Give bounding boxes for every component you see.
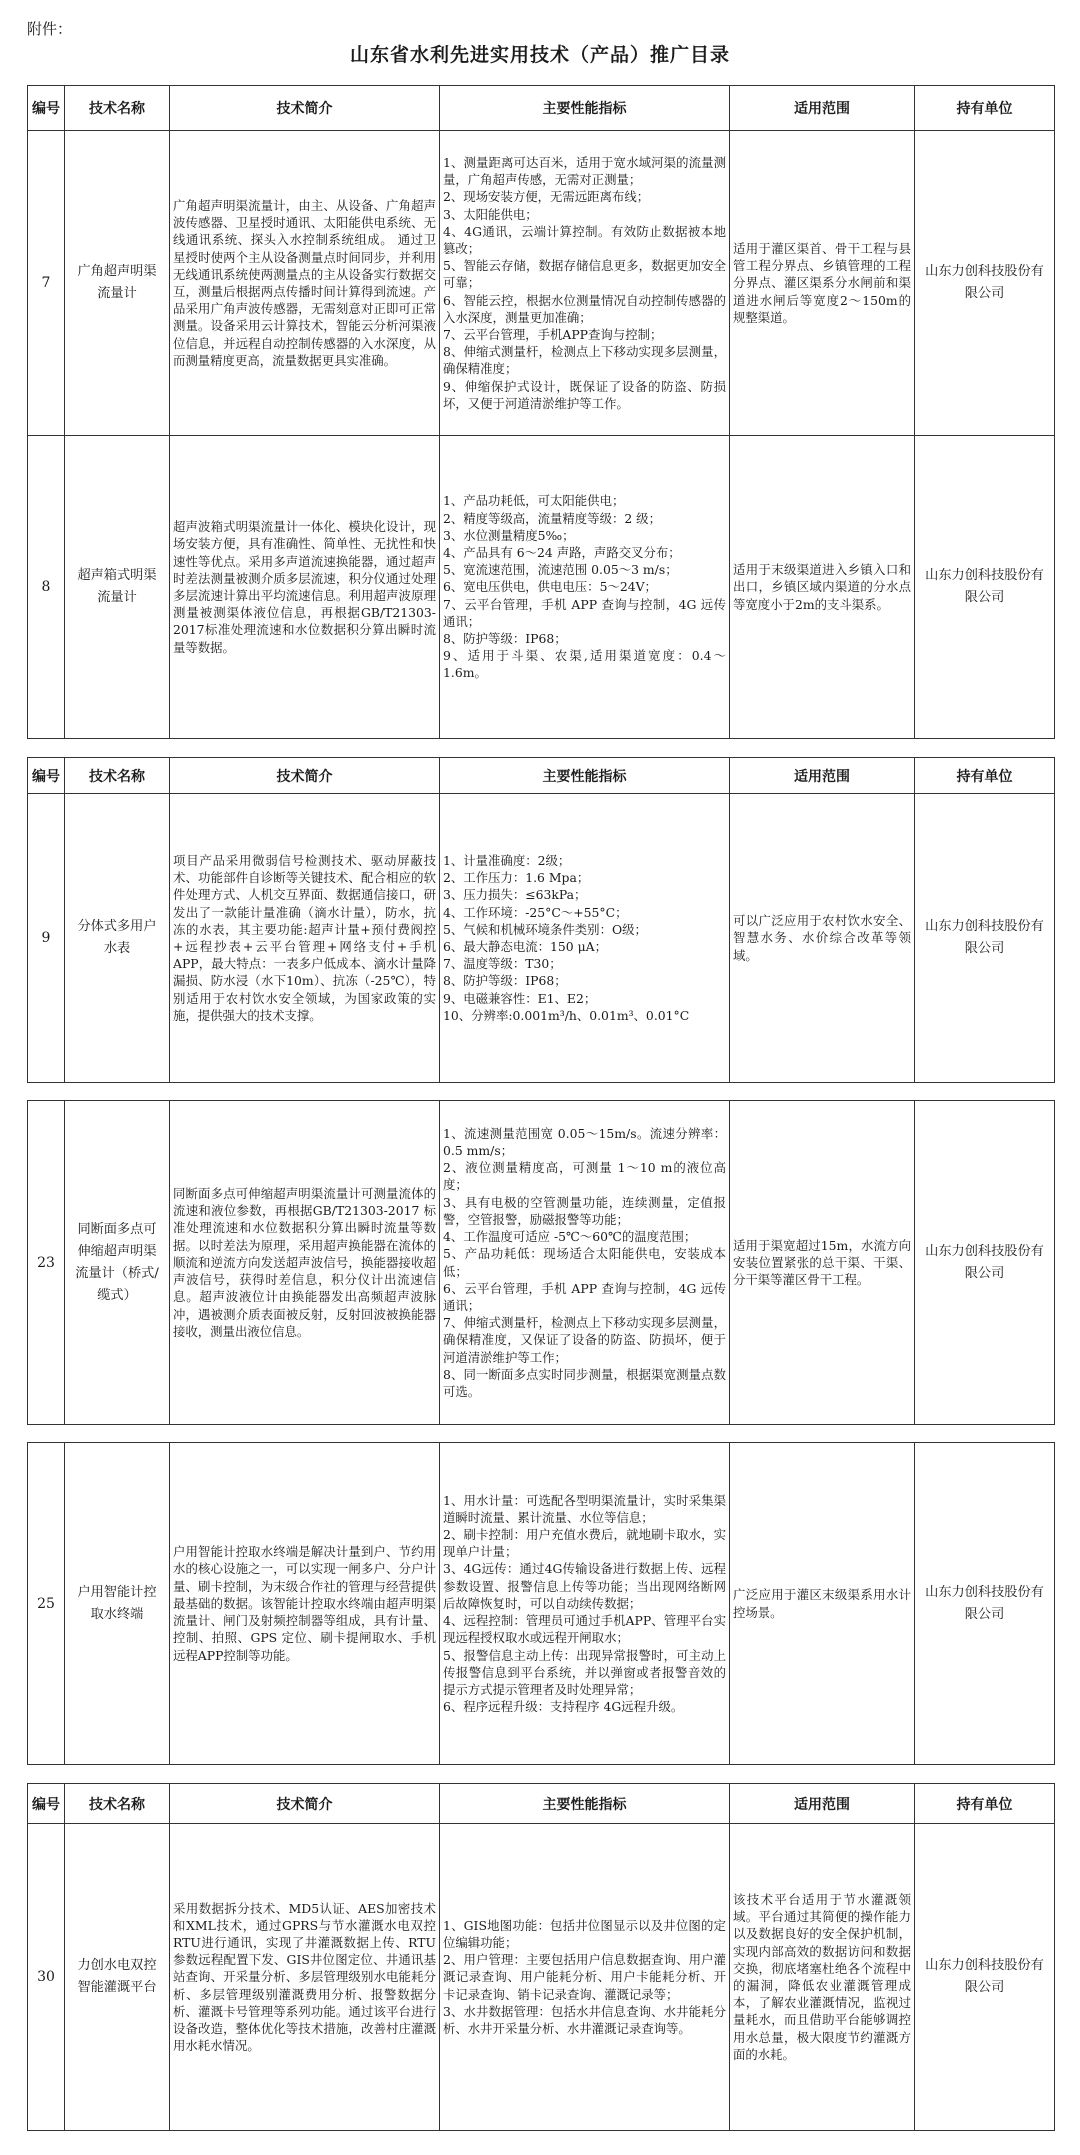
row-metrics — [440, 1101, 730, 1425]
row-name: 分体式多用户水表 — [65, 794, 170, 1083]
metric-item: 7、云平台管理，手机APP查询与控制； — [443, 327, 663, 342]
row-name: 广角超声明渠流量计 — [65, 131, 170, 436]
metric-item: 10、分辨率:0.001m³/h、0.01m³、0.01°C — [443, 1007, 690, 1023]
metric-item: 4、远程控制：管理员可通过手机APP、管理平台实现远程授权取水或远程开闸取水； — [443, 1613, 726, 1646]
row-metrics — [440, 1824, 730, 2131]
table-section-3 — [27, 1100, 1054, 1425]
row-metrics — [440, 794, 730, 1083]
metric-item: 8、防护等级：IP68； — [443, 973, 567, 989]
metric-item: 2、现场安装方便，无需远距离布线； — [443, 189, 650, 205]
table-row — [28, 1101, 1055, 1425]
table-row — [28, 131, 1055, 436]
row-name: 超声箱式明渠流量计 — [65, 436, 170, 739]
metric-item: 5、气候和机械环境条件类别：O级； — [443, 921, 647, 937]
metric-item: 5、产品功耗低：现场适合太阳能供电，安装成本低； — [443, 1246, 726, 1279]
row-name: 同断面多点可伸缩超声明渠流量计（桥式/缆式） — [65, 1101, 170, 1425]
metric-item: 6、智能云控，根据水位测量情况自动控制传感器的入水深度，测量更加准确； — [443, 292, 726, 325]
metric-item: 5、宽流速范围，流速范围 0.05～3 m/s； — [443, 562, 678, 578]
table-section-2 — [27, 757, 1054, 1083]
row-scope: 适用于渠宽超过15m，水流方向安装位置紧张的总干渠、干渠、分干渠等灌区骨干工程。 — [730, 1101, 915, 1425]
header-name: 技术名称 — [65, 86, 170, 131]
metric-item: 4、产品具有 6～24 声路，声路交叉分布； — [443, 544, 681, 560]
header-intro: 技术简介 — [170, 758, 440, 794]
table-row — [28, 436, 1055, 739]
row-scope: 适用于末级渠道进入乡镇入口和出口，乡镇区域内渠道的分水点等宽度小于2m的支斗渠系。 — [730, 436, 915, 739]
row-scope: 该技术平台适用于节水灌溉领域。平台通过其简便的操作能力以及数据良好的安全保护机制，实现内部高效的数据访问和数据交换，彻底堵塞杜绝各个流程中的漏洞，降低农业灌溉管理成本，了解农业灌溉情况，监视过量耗水，而且借助平台能够调控用水总量，极大限度节约灌溉方面的水耗。 — [730, 1824, 915, 2131]
table-section-4 — [27, 1442, 1054, 1765]
metric-item: 2、液位测量精度高，可测量 1～10 m的液位高度； — [443, 1160, 726, 1193]
metric-item: 1、用水计量：可选配各型明渠流量计，实时采集渠道瞬时流量、累计流量、水位等信息； — [443, 1492, 726, 1525]
metric-item: 7、云平台管理，手机 APP 查询与控制，4G 远传通讯； — [443, 596, 726, 629]
table-row — [28, 1443, 1055, 1765]
metric-item: 5、报警信息主动上传：出现异常报警时，可主动上传报警信息到平台系统，并以弹窗或者报警音效的提示方式提示管理者及时处理异常； — [443, 1647, 726, 1697]
header-holder: 持有单位 — [915, 86, 1055, 131]
header-num: 编号 — [28, 86, 65, 131]
row-metrics — [440, 131, 730, 436]
metric-item: 3、压力损失：≤63kPa； — [443, 887, 587, 903]
row-num: 30 — [28, 1824, 65, 2131]
header-row — [28, 758, 1055, 794]
metric-item: 2、工作压力：1.6 Mpa； — [443, 870, 590, 886]
row-num: 9 — [28, 794, 65, 1083]
metric-item: 8、伸缩式测量杆，检测点上下移动实现多层测量，确保精准度； — [443, 344, 726, 377]
row-holder: 山东力创科技股份有限公司 — [915, 1101, 1055, 1425]
metric-item: 1、流速测量范围宽 0.05～15m/s。流速分辨率：0.5 mm/s； — [443, 1125, 726, 1159]
metric-item: 5、智能云存储，数据存储信息更多，数据更加安全可靠； — [443, 258, 726, 291]
metric-item: 9、适用于斗渠、农渠,适用渠道宽度：0.4～1.6m。 — [443, 648, 726, 681]
row-scope: 广泛应用于灌区末级渠系用水计控场景。 — [730, 1443, 915, 1765]
header-num: 编号 — [28, 1784, 65, 1824]
row-name: 力创水电双控智能灌溉平台 — [65, 1824, 170, 2131]
metric-item: 3、水井数据管理：包括水井信息查询、水井能耗分析、水井开采量分析、水井灌溉记录查询等。 — [443, 2003, 726, 2036]
metric-item: 1、产品功耗低，可太阳能供电； — [443, 493, 625, 509]
metric-item: 7、温度等级：T30； — [443, 956, 562, 972]
row-name: 户用智能计控取水终端 — [65, 1443, 170, 1765]
header-intro: 技术简介 — [170, 1784, 440, 1824]
header-scope: 适用范围 — [730, 86, 915, 131]
row-intro: 采用数据拆分技术、MD5认证、AES加密技术和XML技术，通过GPRS与节水灌溉水电双控RTU进行通讯，实现了井灌溉数据上传、RTU参数远程配置下发、GIS井位图定位、井通讯基站查询、开采量分析、多层管理级别水电能耗分析、多层管理级别灌溉费用分析、报警数据分析、灌溉卡号管理等系列功能。通过该平台进行设备改造，整体优化等技术措施，改善村庄灌溉用水耗水情况。 — [170, 1824, 440, 2131]
metric-item: 6、最大静态电流：150 μA； — [443, 939, 607, 954]
metric-item: 4、4G通讯，云端计算控制。有效防止数据被本地篡改； — [443, 223, 726, 256]
metric-item: 6、云平台管理，手机 APP 查询与控制，4G 远传通讯； — [443, 1280, 726, 1313]
metric-item: 2、刷卡控制：用户充值水费后，就地刷卡取水，实现单户计量； — [443, 1527, 726, 1560]
header-metrics: 主要性能指标 — [440, 86, 730, 131]
metric-item: 1、测量距离可达百米，适用于宽水域河渠的流量测量，广角超声传感，无需对正测量； — [443, 154, 726, 188]
row-intro: 户用智能计控取水终端是解决计量到户、节约用水的核心设施之一，可以实现一闸多户、分户计量、刷卡控制，为末级合作社的管理与经营提供最基础的数据。该智能计控取水终端由超声明渠流量计、闸门及射频控制器等组成，具有计量、控制、拍照、GPS 定位、刷卡提闸取水、手机远程APP控制等功能。 — [170, 1443, 440, 1765]
row-scope: 适用于灌区渠首、骨干工程与县管工程分界点、乡镇管理的工程分界点、灌区渠系分水闸前和渠道进水闸后等宽度2～150m的规整渠道。 — [730, 131, 915, 436]
metric-item: 9、电磁兼容性：E1、E2； — [443, 990, 597, 1006]
row-intro: 超声波箱式明渠流量计一体化、模块化设计，现场安装方便，具有准确性、简单性、无扰性和快速性等优点。采用多声道流速换能器，通过超声时差法测量被测介质多层流速，积分仪通过处理多层流速计算出平均流速信息。利用超声波原理测量被测渠体液位信息，再根据GB/T21303-2017标准处理流速和水位数据积分算出瞬时流量等数据。 — [170, 436, 440, 739]
row-num: 8 — [28, 436, 65, 739]
row-metrics — [440, 436, 730, 739]
metric-item: 2、用户管理：主要包括用户信息数据查询、用户灌溉记录查询、用户能耗分析、用户卡能耗分析、开卡记录查询、销卡记录查询、灌溉记录等； — [443, 1952, 726, 2002]
attachment-label: 附件： — [27, 20, 73, 38]
header-row — [28, 86, 1055, 131]
metric-item: 7、伸缩式测量杆，检测点上下移动实现多层测量，确保精准度，又保证了设备的防盗、防损坏，便于河道清淤维护等工作； — [443, 1315, 726, 1365]
row-holder: 山东力创科技股份有限公司 — [915, 1824, 1055, 2131]
header-name: 技术名称 — [65, 758, 170, 794]
header-row — [28, 1784, 1055, 1824]
row-num: 25 — [28, 1443, 65, 1765]
metric-item: 3、4G远传：通过4G传输设备进行数据上传、远程参数设置、报警信息上传等功能；当出现网络断网后故障恢复时，可以自动续传数据； — [443, 1561, 726, 1611]
metric-item: 2、精度等级高，流量精度等级：2 级； — [443, 510, 661, 526]
row-scope: 可以广泛应用于农村饮水安全、智慧水务、水价综合改革等领域。 — [730, 794, 915, 1083]
metric-item: 1、GIS地图功能：包括井位图显示以及井位图的定位编辑功能； — [443, 1917, 726, 1950]
header-scope: 适用范围 — [730, 758, 915, 794]
metric-item: 6、宽电压供电，供电电压：5～24V； — [443, 579, 657, 595]
metric-item: 6、程序远程升级：支持程序 4G远程升级。 — [443, 1699, 684, 1715]
row-holder: 山东力创科技股份有限公司 — [915, 794, 1055, 1083]
row-num: 23 — [28, 1101, 65, 1425]
metric-item: 3、太阳能供电； — [443, 206, 538, 222]
header-metrics: 主要性能指标 — [440, 1784, 730, 1824]
row-num: 7 — [28, 131, 65, 436]
row-holder: 山东力创科技股份有限公司 — [915, 436, 1055, 739]
header-scope: 适用范围 — [730, 1784, 915, 1824]
row-intro: 同断面多点可伸缩超声明渠流量计可测量流体的流速和液位参数，再根据GB/T21303-2017 标准处理流速和水位数据积分算出瞬时流量等数据。以时差法为原理，采用超声换能器在流体的顺流和逆流方向发送超声波信号，换能器接收超声波信号，获得时差信息，积分仪计出流速信息。超声波液位计由换能器发出高频超声波脉冲，遇被测介质表面被反射，反射回波被换能器接收，测量出液位信息。 — [170, 1101, 440, 1425]
header-num: 编号 — [28, 758, 65, 794]
header-holder: 持有单位 — [915, 758, 1055, 794]
metric-item: 3、具有电极的空管测量功能，连续测量，定值报警，空管报警，励磁报警等功能； — [443, 1194, 726, 1227]
header-metrics: 主要性能指标 — [440, 758, 730, 794]
header-holder: 持有单位 — [915, 1784, 1055, 1824]
table-row — [28, 794, 1055, 1083]
metric-item: 4、工作温度可适应 -5℃～60℃的温度范围； — [443, 1229, 697, 1245]
metric-item: 9、伸缩保护式设计，既保证了设备的防盗、防损坏，又便于河道清淤维护等工作。 — [443, 378, 726, 411]
table-row — [28, 1824, 1055, 2131]
metric-item: 8、同一断面多点实时同步测量，根据渠宽测量点数可选。 — [443, 1366, 726, 1399]
metric-item: 8、防护等级：IP68； — [443, 631, 567, 646]
header-intro: 技术简介 — [170, 86, 440, 131]
row-metrics — [440, 1443, 730, 1765]
row-holder: 山东力创科技股份有限公司 — [915, 1443, 1055, 1765]
metric-item: 4、工作环境：-25°C～+55°C； — [443, 904, 628, 920]
row-holder: 山东力创科技股份有限公司 — [915, 131, 1055, 436]
row-intro: 项目产品采用微弱信号检测技术、驱动屏蔽技术、功能部件自诊断等关键技术、配合相应的软件处理方式、人机交互界面、数据通信接口，研发出了一款能计量准确（滴水计量），防水，抗冻的水表，其主要功能:超声计量+预付费阀控+远程抄表+云平台管理+网络支付+手机APP，最大特点：一表多户低成本、滴水计量降漏损、防水浸（水下10m）、抗冻（-25℃），特别适用于农村饮水安全领域，为国家政策的实施，提供强大的技术支撑。 — [170, 794, 440, 1083]
row-intro: 广角超声明渠流量计，由主、从设备、广角超声波传感器、卫星授时通讯、太阳能供电系统、无线通讯系统、探头入水控制系统组成。 通过卫星授时使两个主从设备测量点时间同步，并利用无线通讯系统使两测量点的主从设备实行数据交互，测量后根据两点传播时间计算得到流速。产品采用广角声波传感器，无需刻意对正即可正常测量。设备采用云计算技术，智能云分析河渠液位信息，并远程自动控制传感器的入水深度，从而测量精度更高，流量数据更具实准确。 — [170, 131, 440, 436]
metric-item: 3、水位测量精度5‰； — [443, 527, 575, 543]
header-name: 技术名称 — [65, 1784, 170, 1824]
metric-item: 1、计量准确度：2级； — [443, 852, 571, 868]
table-section-5 — [27, 1783, 1054, 2131]
page-title: 山东省水利先进实用技术（产品）推广目录 — [349, 44, 730, 66]
table-section-1 — [27, 85, 1054, 739]
